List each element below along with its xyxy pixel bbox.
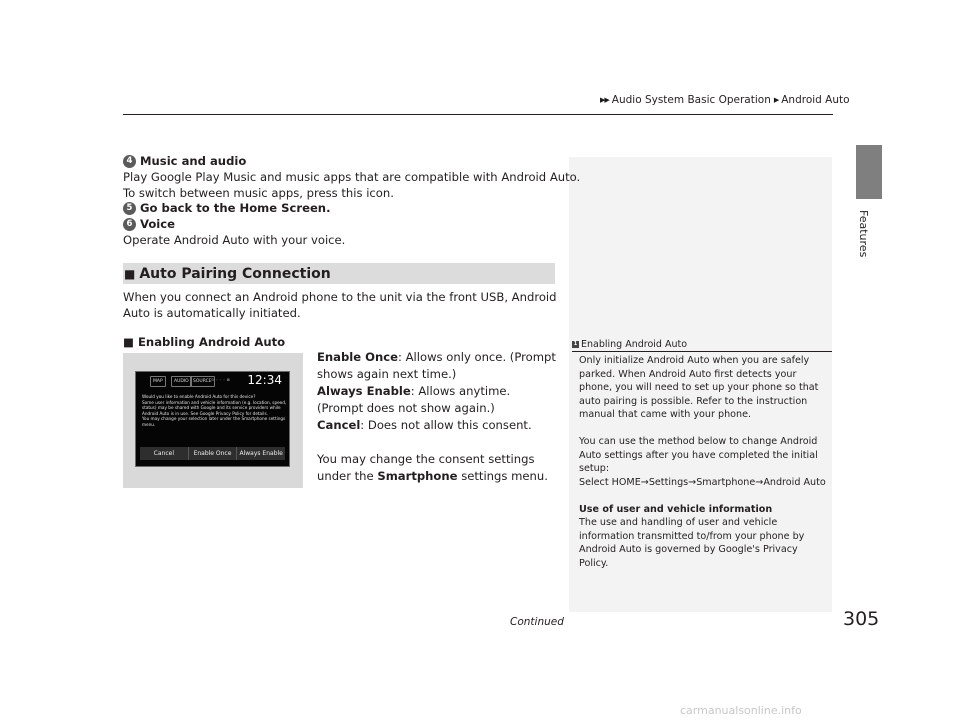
option-term: Enable Once <box>317 350 399 364</box>
path-arrow-icon: → <box>688 476 697 488</box>
sidebar-divider <box>572 351 832 352</box>
option-item <box>317 349 557 383</box>
consent-note: You may change the consent settings under the Smartphone settings menu. <box>317 452 548 483</box>
screen-cancel-button: Cancel <box>140 447 189 460</box>
section-heading-bar <box>123 263 555 284</box>
option-term: Always Enable <box>317 384 411 398</box>
consent-note-term: Smartphone <box>377 469 458 483</box>
sidebar-subheading: Use of user and vehicle information <box>579 503 773 515</box>
sidebar-paragraph: The use and handling of user and vehicle information transmitted to/from your phone by Android Auto is governed by Google's Privacy Policy. <box>579 517 805 569</box>
screen-tab-source: SOURCE <box>190 376 215 387</box>
screen-enable-once-button: Enable Once <box>189 447 238 460</box>
section-tab-marker <box>856 145 882 199</box>
sidebar-body <box>579 354 829 570</box>
screen-tab-audio: AUDIO <box>171 376 192 387</box>
option-desc: : Does not allow this consent. <box>360 418 532 432</box>
item-title: Voice <box>140 217 176 231</box>
subsection-title: Enabling Android Auto <box>138 335 286 349</box>
item-body: Play Google Play Music and music apps that are compatible with Android Auto. <box>123 170 581 184</box>
section-title: Auto Pairing Connection <box>139 265 331 282</box>
item-title: Go back to the Home Screen. <box>140 201 331 215</box>
screen-button-bar <box>140 447 285 460</box>
item-number-icon: 4 <box>123 155 136 168</box>
watermark-text: carmanualsonline.info <box>680 704 802 717</box>
breadcrumb-arrow-icon: ▶▶ <box>600 96 609 104</box>
screen-tab-map: MAP <box>150 376 166 387</box>
screen-clock: 12:34 <box>247 373 282 387</box>
breadcrumb-arrow-icon: ▶ <box>773 96 779 104</box>
path-arrow-icon: → <box>640 476 649 488</box>
sidebar-paragraph: You can use the method below to change Android Auto settings after you have completed the initial setup: <box>579 436 818 474</box>
sidebar-paragraph: Only initialize Android Auto when you are safely parked. When Android Auto first detects your phone, you will need to set up your phone so that auto pairing is possible. Refer to the instruction manual that came with your phone. <box>579 355 819 420</box>
option-term: Cancel <box>317 418 361 432</box>
square-bullet-icon: ■ <box>123 335 134 349</box>
settings-path: Select HOME→Settings→Smartphone→Android Auto <box>579 476 826 488</box>
item-number-icon: 5 <box>123 202 136 215</box>
option-desc: : Allows anytime. (Prompt does not show again.) <box>317 384 511 415</box>
item-body: To switch between music apps, press this icon. <box>123 186 394 200</box>
head-unit-screen <box>135 371 290 467</box>
breadcrumb-item[interactable]: Audio System Basic Operation <box>611 94 771 106</box>
option-desc: : Allows only once. (Prompt shows again next time.) <box>317 350 556 381</box>
side-tab-label: Features <box>857 210 870 258</box>
item-heading <box>123 154 246 168</box>
path-arrow-icon: → <box>755 476 764 488</box>
screen-always-enable-button: Always Enable <box>239 450 283 457</box>
item-heading <box>123 201 330 215</box>
item-heading <box>123 217 175 231</box>
option-item <box>317 383 557 417</box>
sidebar-heading <box>572 339 687 350</box>
header-divider <box>123 114 833 115</box>
square-bullet-icon: ■ <box>124 266 136 281</box>
continued-label: Continued <box>510 616 564 628</box>
item-number-icon: 6 <box>123 218 136 231</box>
item-body: Operate Android Auto with your voice. <box>123 233 346 247</box>
subsection-heading <box>123 335 285 349</box>
item-title: Music and audio <box>140 154 247 168</box>
breadcrumb-item[interactable]: Android Auto <box>781 94 850 106</box>
screen-consent-message: Would you like to enable Android Auto for this device? Some user information and vehicle information (e.g. location, speed, status) may be shared with Google and its service providers while Android Auto is in use. See Google Privacy Policy for details. You may change your selection later under the Smartphone settings menu. <box>142 394 287 427</box>
reference-number-icon: 1 <box>573 341 578 347</box>
options-list <box>317 349 557 485</box>
option-item <box>317 417 557 434</box>
screen-status-icons: ⊙ ◦ ◦ ◦ ⊠ <box>211 377 230 382</box>
section-paragraph: When you connect an Android phone to the unit via the front USB, Android Auto is automatically initiated. <box>123 290 557 320</box>
breadcrumb <box>600 94 850 106</box>
page-number: 305 <box>843 608 880 630</box>
sidebar-title: Enabling Android Auto <box>581 339 688 350</box>
